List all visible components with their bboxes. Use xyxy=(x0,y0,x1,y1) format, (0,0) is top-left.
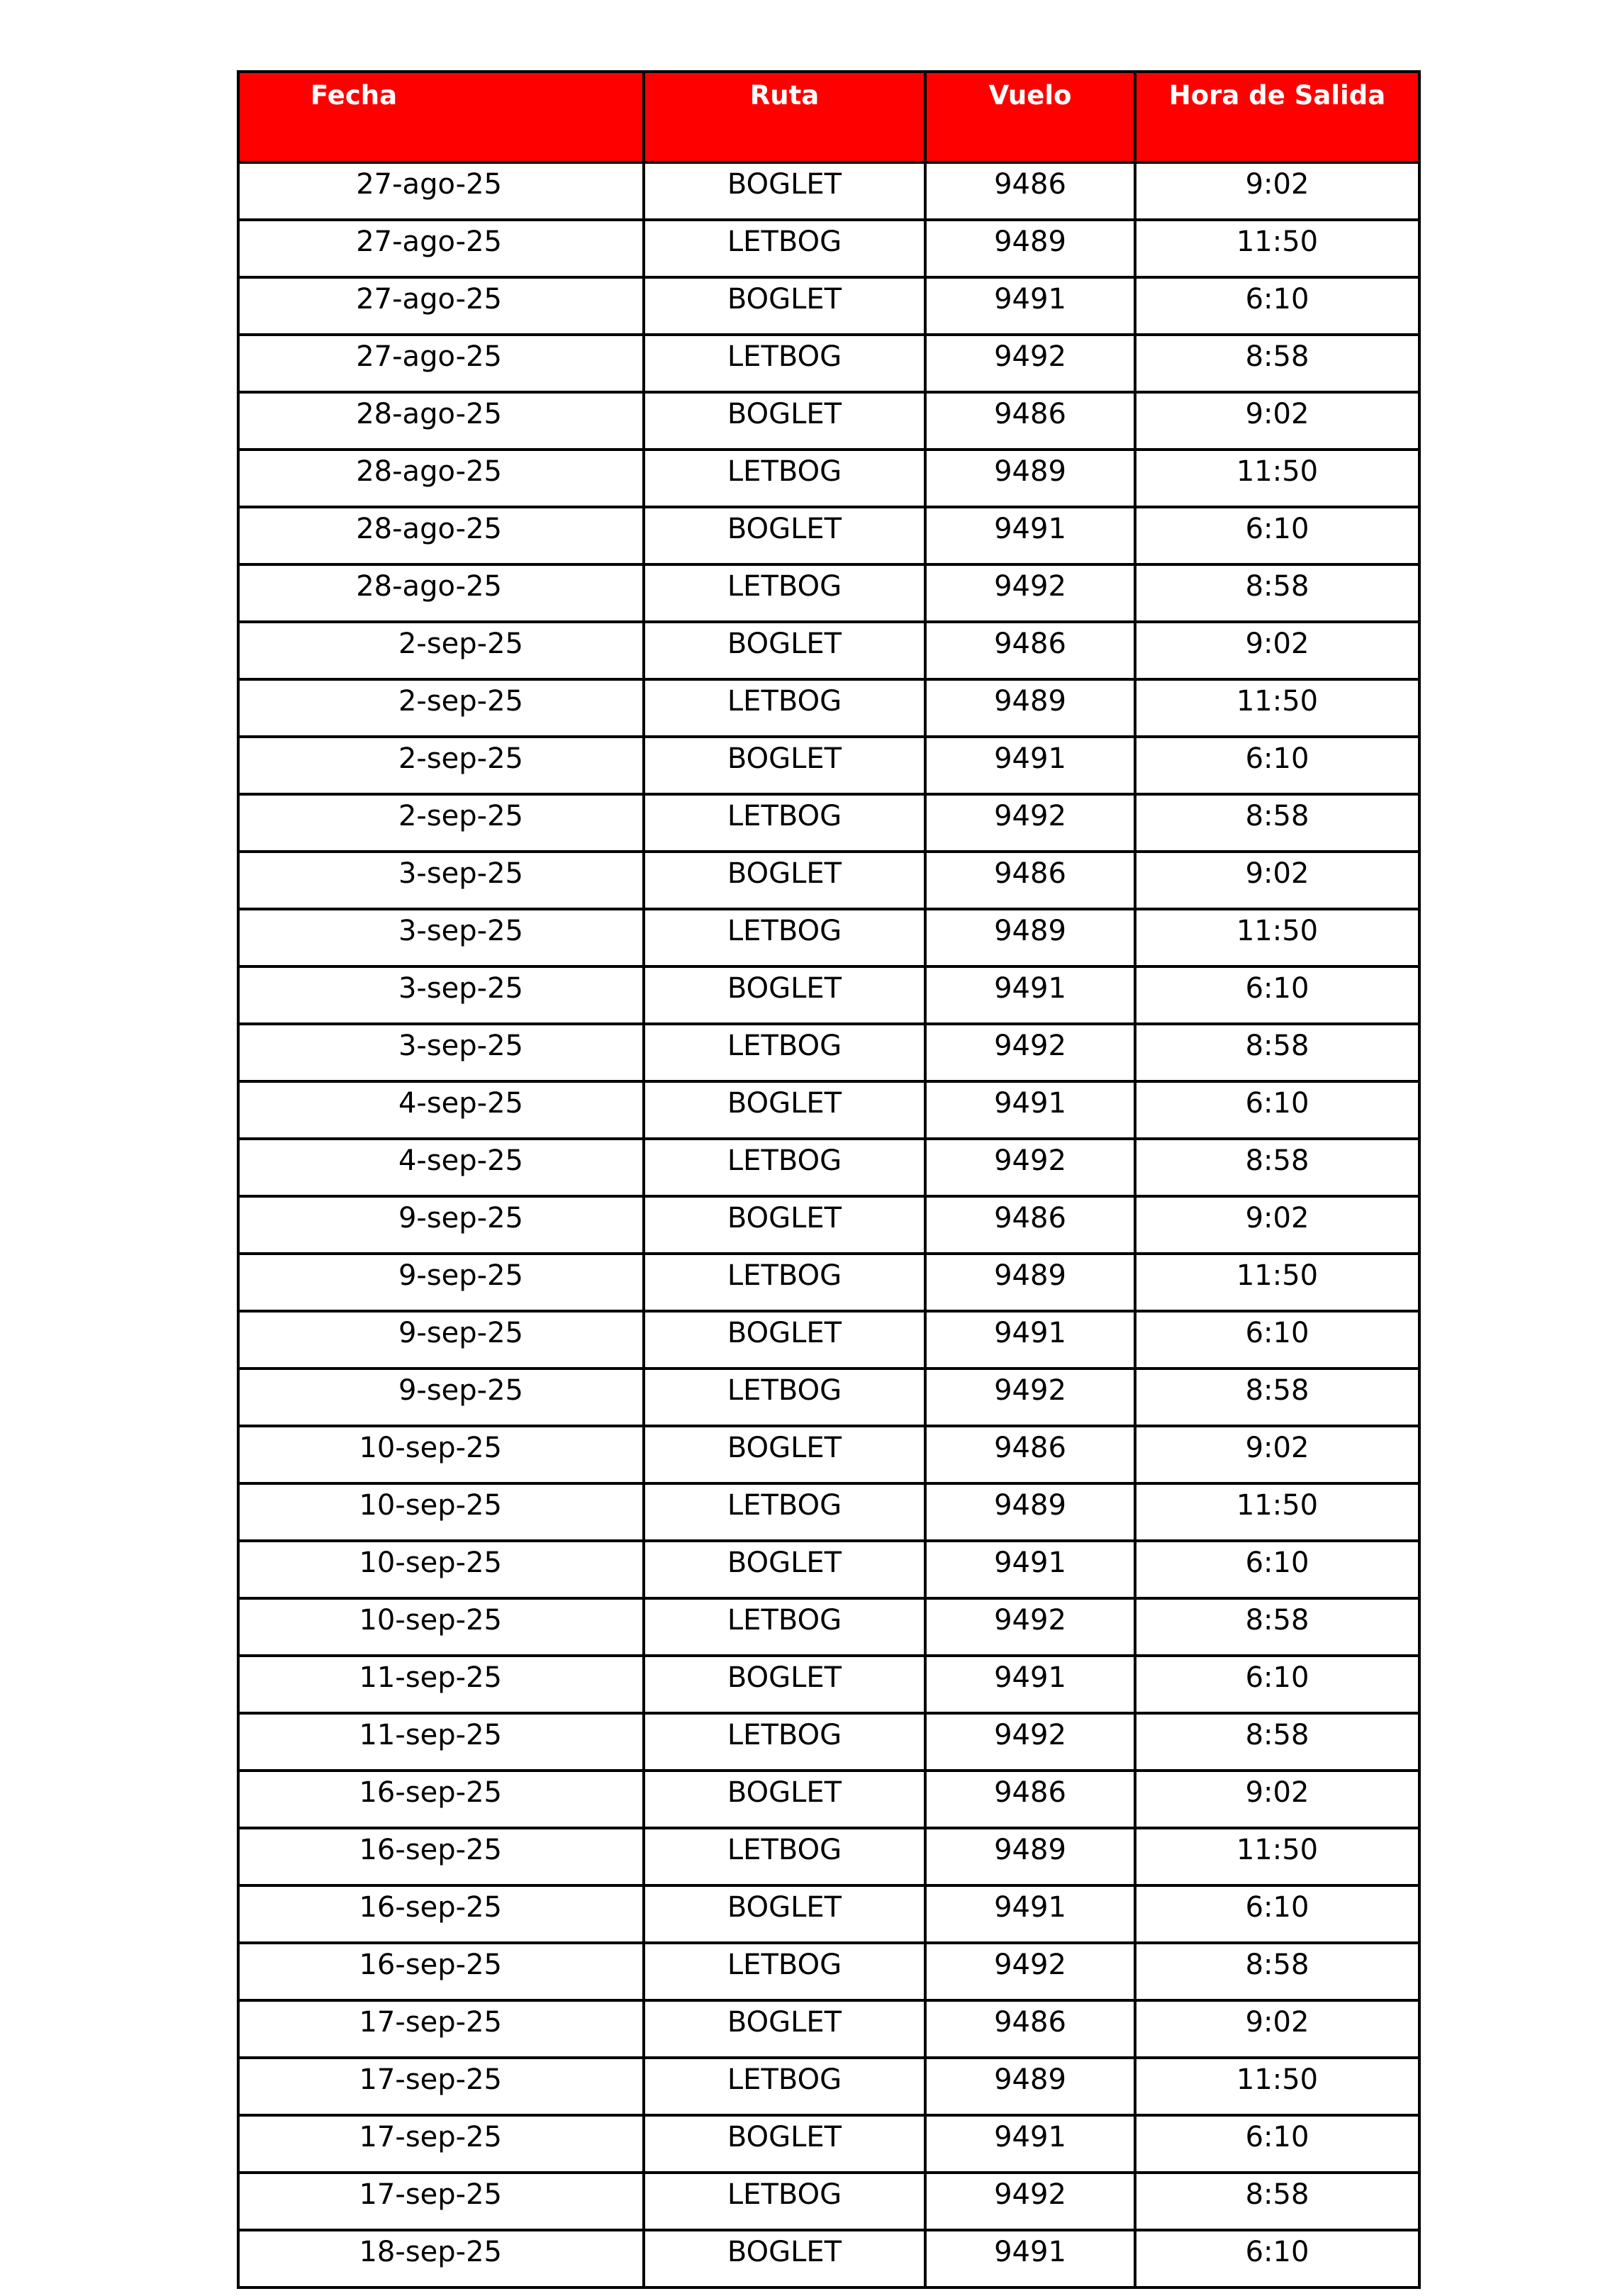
hora-salida-cell: 9:02 xyxy=(1135,1196,1419,1254)
hora-salida-cell: 6:10 xyxy=(1135,1541,1419,1598)
header-ruta: Ruta xyxy=(644,72,925,162)
ruta-cell: BOGLET xyxy=(644,1196,925,1254)
fecha-cell: 28-ago-25 xyxy=(238,507,644,564)
hora-salida-cell: 9:02 xyxy=(1135,622,1419,679)
fecha-cell: 2-sep-25 xyxy=(238,737,644,794)
header-vuelo: Vuelo xyxy=(925,72,1135,162)
hora-salida-cell: 11:50 xyxy=(1135,450,1419,507)
vuelo-cell: 9491 xyxy=(925,507,1135,564)
vuelo-cell: 9486 xyxy=(925,622,1135,679)
vuelo-cell: 9489 xyxy=(925,909,1135,966)
fecha-cell: 10-sep-25 xyxy=(238,1598,644,1656)
ruta-cell: BOGLET xyxy=(644,1081,925,1139)
table-row xyxy=(238,909,1419,966)
hora-salida-cell: 9:02 xyxy=(1135,1426,1419,1483)
fecha-cell: 2-sep-25 xyxy=(238,794,644,852)
fecha-cell: 27-ago-25 xyxy=(238,335,644,392)
hora-salida-cell: 9:02 xyxy=(1135,392,1419,450)
hora-salida-cell: 6:10 xyxy=(1135,1311,1419,1369)
table-row xyxy=(238,220,1419,277)
hora-salida-cell: 6:10 xyxy=(1135,277,1419,335)
fecha-cell: 3-sep-25 xyxy=(238,852,644,909)
table-row xyxy=(238,1541,1419,1598)
vuelo-cell: 9491 xyxy=(925,277,1135,335)
fecha-cell: 27-ago-25 xyxy=(238,162,644,220)
fecha-cell: 28-ago-25 xyxy=(238,450,644,507)
table-row xyxy=(238,2173,1419,2230)
table-row xyxy=(238,794,1419,852)
hora-salida-cell: 6:10 xyxy=(1135,507,1419,564)
ruta-cell: BOGLET xyxy=(644,1885,925,1943)
hora-salida-cell: 8:58 xyxy=(1135,2173,1419,2230)
ruta-cell: LETBOG xyxy=(644,450,925,507)
hora-salida-cell: 8:58 xyxy=(1135,1139,1419,1196)
hora-salida-cell: 11:50 xyxy=(1135,220,1419,277)
vuelo-cell: 9492 xyxy=(925,564,1135,622)
table-row xyxy=(238,1885,1419,1943)
table-row xyxy=(238,2230,1419,2287)
vuelo-cell: 9486 xyxy=(925,1426,1135,1483)
table-row xyxy=(238,1024,1419,1081)
table-row xyxy=(238,1311,1419,1369)
hora-salida-cell: 8:58 xyxy=(1135,1369,1419,1426)
vuelo-cell: 9491 xyxy=(925,2230,1135,2287)
fecha-cell: 3-sep-25 xyxy=(238,1024,644,1081)
fecha-cell: 3-sep-25 xyxy=(238,966,644,1024)
table-row xyxy=(238,162,1419,220)
fecha-cell: 10-sep-25 xyxy=(238,1541,644,1598)
table-row xyxy=(238,1081,1419,1139)
table-row xyxy=(238,737,1419,794)
vuelo-cell: 9486 xyxy=(925,1196,1135,1254)
table-row xyxy=(238,2115,1419,2173)
table-row xyxy=(238,1426,1419,1483)
fecha-cell: 28-ago-25 xyxy=(238,392,644,450)
vuelo-cell: 9492 xyxy=(925,1139,1135,1196)
ruta-cell: BOGLET xyxy=(644,852,925,909)
ruta-cell: BOGLET xyxy=(644,1656,925,1713)
ruta-cell: LETBOG xyxy=(644,1369,925,1426)
table-row xyxy=(238,507,1419,564)
hora-salida-cell: 8:58 xyxy=(1135,564,1419,622)
table-body xyxy=(238,162,1419,2287)
hora-salida-cell: 11:50 xyxy=(1135,679,1419,737)
ruta-cell: BOGLET xyxy=(644,277,925,335)
fecha-cell: 17-sep-25 xyxy=(238,2058,644,2115)
ruta-cell: LETBOG xyxy=(644,1713,925,1771)
vuelo-cell: 9486 xyxy=(925,1771,1135,1828)
fecha-cell: 17-sep-25 xyxy=(238,2000,644,2058)
fecha-cell: 2-sep-25 xyxy=(238,622,644,679)
ruta-cell: LETBOG xyxy=(644,2173,925,2230)
fecha-cell: 16-sep-25 xyxy=(238,1943,644,2000)
hora-salida-cell: 8:58 xyxy=(1135,794,1419,852)
hora-salida-cell: 6:10 xyxy=(1135,966,1419,1024)
hora-salida-cell: 8:58 xyxy=(1135,335,1419,392)
table-row xyxy=(238,1943,1419,2000)
fecha-cell: 18-sep-25 xyxy=(238,2230,644,2287)
hora-salida-cell: 8:58 xyxy=(1135,1024,1419,1081)
table-row xyxy=(238,679,1419,737)
table-row xyxy=(238,1656,1419,1713)
table-row xyxy=(238,966,1419,1024)
vuelo-cell: 9491 xyxy=(925,737,1135,794)
table-row xyxy=(238,852,1419,909)
vuelo-cell: 9489 xyxy=(925,220,1135,277)
fecha-cell: 4-sep-25 xyxy=(238,1081,644,1139)
table-row xyxy=(238,2058,1419,2115)
table-row xyxy=(238,392,1419,450)
ruta-cell: LETBOG xyxy=(644,1598,925,1656)
fecha-cell: 11-sep-25 xyxy=(238,1656,644,1713)
ruta-cell: LETBOG xyxy=(644,1024,925,1081)
fecha-cell: 9-sep-25 xyxy=(238,1311,644,1369)
ruta-cell: BOGLET xyxy=(644,2115,925,2173)
fecha-cell: 17-sep-25 xyxy=(238,2173,644,2230)
vuelo-cell: 9492 xyxy=(925,1598,1135,1656)
ruta-cell: LETBOG xyxy=(644,1943,925,2000)
ruta-cell: BOGLET xyxy=(644,2230,925,2287)
vuelo-cell: 9491 xyxy=(925,1656,1135,1713)
table-row xyxy=(238,1598,1419,1656)
table-row xyxy=(238,1139,1419,1196)
vuelo-cell: 9486 xyxy=(925,2000,1135,2058)
vuelo-cell: 9489 xyxy=(925,1828,1135,1885)
ruta-cell: LETBOG xyxy=(644,679,925,737)
table-row xyxy=(238,622,1419,679)
ruta-cell: BOGLET xyxy=(644,1426,925,1483)
header-fecha: Fecha xyxy=(238,72,644,162)
ruta-cell: BOGLET xyxy=(644,392,925,450)
hora-salida-cell: 6:10 xyxy=(1135,1081,1419,1139)
ruta-cell: LETBOG xyxy=(644,1139,925,1196)
hora-salida-cell: 8:58 xyxy=(1135,1598,1419,1656)
fecha-cell: 27-ago-25 xyxy=(238,220,644,277)
table-row xyxy=(238,1254,1419,1311)
hora-salida-cell: 6:10 xyxy=(1135,1656,1419,1713)
ruta-cell: BOGLET xyxy=(644,162,925,220)
ruta-cell: BOGLET xyxy=(644,2000,925,2058)
header-hora-salida: Hora de Salida xyxy=(1135,72,1419,162)
vuelo-cell: 9486 xyxy=(925,852,1135,909)
ruta-cell: LETBOG xyxy=(644,220,925,277)
fecha-cell: 16-sep-25 xyxy=(238,1885,644,1943)
fecha-cell: 28-ago-25 xyxy=(238,564,644,622)
vuelo-cell: 9489 xyxy=(925,1483,1135,1541)
fecha-cell: 11-sep-25 xyxy=(238,1713,644,1771)
ruta-cell: LETBOG xyxy=(644,2058,925,2115)
vuelo-cell: 9489 xyxy=(925,2058,1135,2115)
table-row xyxy=(238,564,1419,622)
hora-salida-cell: 8:58 xyxy=(1135,1713,1419,1771)
fecha-cell: 10-sep-25 xyxy=(238,1426,644,1483)
fecha-cell: 27-ago-25 xyxy=(238,277,644,335)
hora-salida-cell: 11:50 xyxy=(1135,909,1419,966)
hora-salida-cell: 6:10 xyxy=(1135,2115,1419,2173)
ruta-cell: BOGLET xyxy=(644,1541,925,1598)
hora-salida-cell: 11:50 xyxy=(1135,1828,1419,1885)
vuelo-cell: 9491 xyxy=(925,1311,1135,1369)
fecha-cell: 9-sep-25 xyxy=(238,1369,644,1426)
vuelo-cell: 9492 xyxy=(925,794,1135,852)
vuelo-cell: 9492 xyxy=(925,2173,1135,2230)
flight-schedule-table xyxy=(237,70,1421,2289)
ruta-cell: LETBOG xyxy=(644,1254,925,1311)
ruta-cell: LETBOG xyxy=(644,794,925,852)
fecha-cell: 16-sep-25 xyxy=(238,1828,644,1885)
hora-salida-cell: 9:02 xyxy=(1135,1771,1419,1828)
vuelo-cell: 9491 xyxy=(925,1885,1135,1943)
vuelo-cell: 9486 xyxy=(925,392,1135,450)
table-row xyxy=(238,1196,1419,1254)
hora-salida-cell: 6:10 xyxy=(1135,737,1419,794)
fecha-cell: 9-sep-25 xyxy=(238,1196,644,1254)
table-row xyxy=(238,1713,1419,1771)
ruta-cell: BOGLET xyxy=(644,507,925,564)
hora-salida-cell: 8:58 xyxy=(1135,1943,1419,2000)
ruta-cell: LETBOG xyxy=(644,1828,925,1885)
vuelo-cell: 9492 xyxy=(925,1369,1135,1426)
table-row xyxy=(238,2000,1419,2058)
ruta-cell: BOGLET xyxy=(644,966,925,1024)
table-row xyxy=(238,277,1419,335)
hora-salida-cell: 9:02 xyxy=(1135,162,1419,220)
vuelo-cell: 9486 xyxy=(925,162,1135,220)
vuelo-cell: 9492 xyxy=(925,1024,1135,1081)
hora-salida-cell: 6:10 xyxy=(1135,1885,1419,1943)
fecha-cell: 17-sep-25 xyxy=(238,2115,644,2173)
vuelo-cell: 9489 xyxy=(925,450,1135,507)
vuelo-cell: 9489 xyxy=(925,1254,1135,1311)
hora-salida-cell: 11:50 xyxy=(1135,2058,1419,2115)
table-row xyxy=(238,1771,1419,1828)
vuelo-cell: 9492 xyxy=(925,1713,1135,1771)
table-row xyxy=(238,335,1419,392)
ruta-cell: BOGLET xyxy=(644,1311,925,1369)
ruta-cell: LETBOG xyxy=(644,1483,925,1541)
fecha-cell: 16-sep-25 xyxy=(238,1771,644,1828)
fecha-cell: 3-sep-25 xyxy=(238,909,644,966)
fecha-cell: 10-sep-25 xyxy=(238,1483,644,1541)
table-row xyxy=(238,450,1419,507)
ruta-cell: LETBOG xyxy=(644,909,925,966)
hora-salida-cell: 11:50 xyxy=(1135,1483,1419,1541)
fecha-cell: 9-sep-25 xyxy=(238,1254,644,1311)
vuelo-cell: 9491 xyxy=(925,1541,1135,1598)
hora-salida-cell: 11:50 xyxy=(1135,1254,1419,1311)
vuelo-cell: 9491 xyxy=(925,966,1135,1024)
ruta-cell: BOGLET xyxy=(644,737,925,794)
fecha-cell: 2-sep-25 xyxy=(238,679,644,737)
hora-salida-cell: 9:02 xyxy=(1135,852,1419,909)
vuelo-cell: 9489 xyxy=(925,679,1135,737)
table-header-row xyxy=(238,72,1419,162)
table-row xyxy=(238,1369,1419,1426)
ruta-cell: LETBOG xyxy=(644,564,925,622)
table-row xyxy=(238,1828,1419,1885)
vuelo-cell: 9491 xyxy=(925,2115,1135,2173)
ruta-cell: BOGLET xyxy=(644,622,925,679)
vuelo-cell: 9491 xyxy=(925,1081,1135,1139)
vuelo-cell: 9492 xyxy=(925,1943,1135,2000)
hora-salida-cell: 9:02 xyxy=(1135,2000,1419,2058)
table-row xyxy=(238,1483,1419,1541)
hora-salida-cell: 6:10 xyxy=(1135,2230,1419,2287)
ruta-cell: BOGLET xyxy=(644,1771,925,1828)
ruta-cell: LETBOG xyxy=(644,335,925,392)
fecha-cell: 4-sep-25 xyxy=(238,1139,644,1196)
vuelo-cell: 9492 xyxy=(925,335,1135,392)
